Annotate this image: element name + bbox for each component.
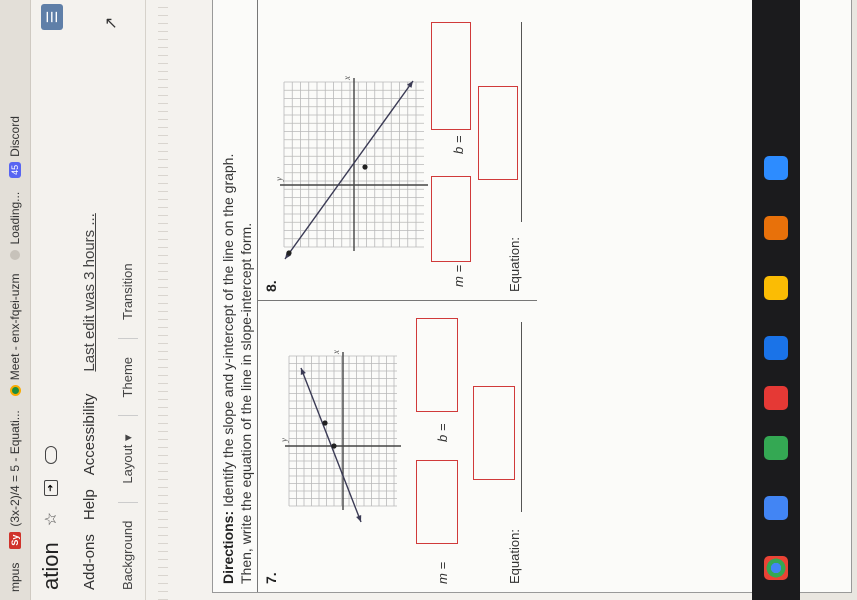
- directions-label: Directions:: [220, 510, 236, 584]
- meet-icon: [10, 385, 21, 396]
- move-to-folder-icon[interactable]: ➜: [44, 480, 58, 496]
- toolbar-divider: [118, 338, 138, 339]
- problem-8-equation-label: Equation:: [507, 237, 522, 292]
- mail-icon[interactable]: [764, 436, 788, 460]
- problem-7-equation-line: [521, 322, 522, 512]
- graph-point: [362, 164, 367, 169]
- problem-8-b-label: b =: [451, 135, 466, 154]
- taskbar: [752, 0, 800, 600]
- bookmark-loading[interactable]: [8, 192, 22, 260]
- docs-icon[interactable]: [764, 496, 788, 520]
- menu-accessibility[interactable]: Accessibility: [80, 393, 98, 476]
- zoom-icon[interactable]: [764, 156, 788, 180]
- bookmarks-bar: [0, 0, 31, 600]
- problem-8-intercept-box[interactable]: [431, 22, 471, 130]
- bookmark-label: Loading...: [8, 191, 22, 245]
- document-title[interactable]: ation: [38, 542, 63, 590]
- bookmark-label: (3x-2)/4 = 5 - Equati...: [8, 410, 22, 527]
- title-row: [31, 0, 71, 600]
- problem-8-slope-box[interactable]: [431, 176, 471, 262]
- problem-8-m-label: m =: [451, 264, 466, 287]
- problem-7-number: 7.: [263, 572, 279, 584]
- toolbar-divider: [118, 502, 138, 503]
- layout-button[interactable]: Layout ▾: [119, 434, 135, 484]
- globe-icon: [10, 250, 20, 260]
- symbolab-icon: Sy: [9, 532, 21, 549]
- chrome-beta-icon[interactable]: [764, 276, 788, 300]
- problem-7-m-label: m =: [435, 561, 450, 584]
- toolbar-divider: [118, 415, 138, 416]
- menu-bar: [74, 0, 104, 600]
- problem-7-b-label: b =: [435, 423, 450, 442]
- graph-point: [286, 250, 291, 255]
- bookmark-campus[interactable]: [8, 563, 22, 592]
- theme-button[interactable]: Theme: [120, 356, 135, 398]
- problem-7-equation-box[interactable]: [473, 386, 515, 480]
- app-red-icon[interactable]: [764, 386, 788, 410]
- bookmark-symbolab[interactable]: [8, 410, 22, 548]
- problem-7-equation-label: Equation:: [507, 529, 522, 584]
- problem-8-graph: [274, 76, 429, 267]
- graph-line: [285, 81, 413, 259]
- problem-7-graph: [279, 350, 409, 526]
- problem-7-intercept-box[interactable]: [416, 318, 458, 412]
- graph-point: [322, 420, 327, 425]
- x-axis-label: x: [331, 350, 341, 354]
- panel-divider: [257, 300, 537, 301]
- slideshow-menu-icon[interactable]: ☰: [41, 4, 63, 30]
- discord-icon: 45: [9, 162, 21, 178]
- y-axis-label: y: [279, 438, 289, 442]
- bookmark-label: Meet - enx-fqei-uzm: [8, 273, 22, 381]
- line-arrowhead: [356, 515, 361, 522]
- menu-help[interactable]: Help: [80, 489, 98, 521]
- cloud-status-icon[interactable]: [45, 446, 57, 464]
- screencast-icon[interactable]: [764, 216, 788, 240]
- problem-8-equation-line: [521, 22, 522, 222]
- activity-trend-icon[interactable]: ↗: [103, 16, 120, 30]
- graph-point: [331, 443, 336, 448]
- directions-text: [219, 124, 255, 584]
- bookmark-discord[interactable]: [8, 116, 22, 178]
- background-button[interactable]: Background: [120, 520, 135, 590]
- top-right-controls: [31, 0, 211, 30]
- bookmark-meet[interactable]: [8, 274, 22, 397]
- x-axis-label: x: [342, 76, 352, 80]
- line-arrowhead: [301, 368, 306, 375]
- chrome-icon[interactable]: [764, 556, 788, 580]
- directions-body: Identify the slope and y-intercept of the line on the graph. Then, write the equation of the line in slope-intercept form.: [220, 153, 254, 584]
- problem-7-slope-box[interactable]: [416, 460, 458, 544]
- bookmark-label: mpus: [8, 562, 22, 592]
- problem-8-number: 8.: [263, 280, 279, 292]
- slides-toolbar: [110, 0, 146, 600]
- y-axis-label: y: [274, 177, 284, 181]
- horizontal-ruler: [158, 0, 168, 600]
- star-icon[interactable]: ☆: [43, 511, 60, 527]
- transition-button[interactable]: Transition: [120, 263, 135, 320]
- problem-8-equation-box[interactable]: [478, 86, 518, 180]
- menu-add-ons[interactable]: Add-ons: [80, 534, 98, 590]
- bookmark-label: Discord: [8, 116, 22, 157]
- last-edit-link[interactable]: Last edit was 3 hours ...: [80, 213, 98, 372]
- files-icon[interactable]: [764, 336, 788, 360]
